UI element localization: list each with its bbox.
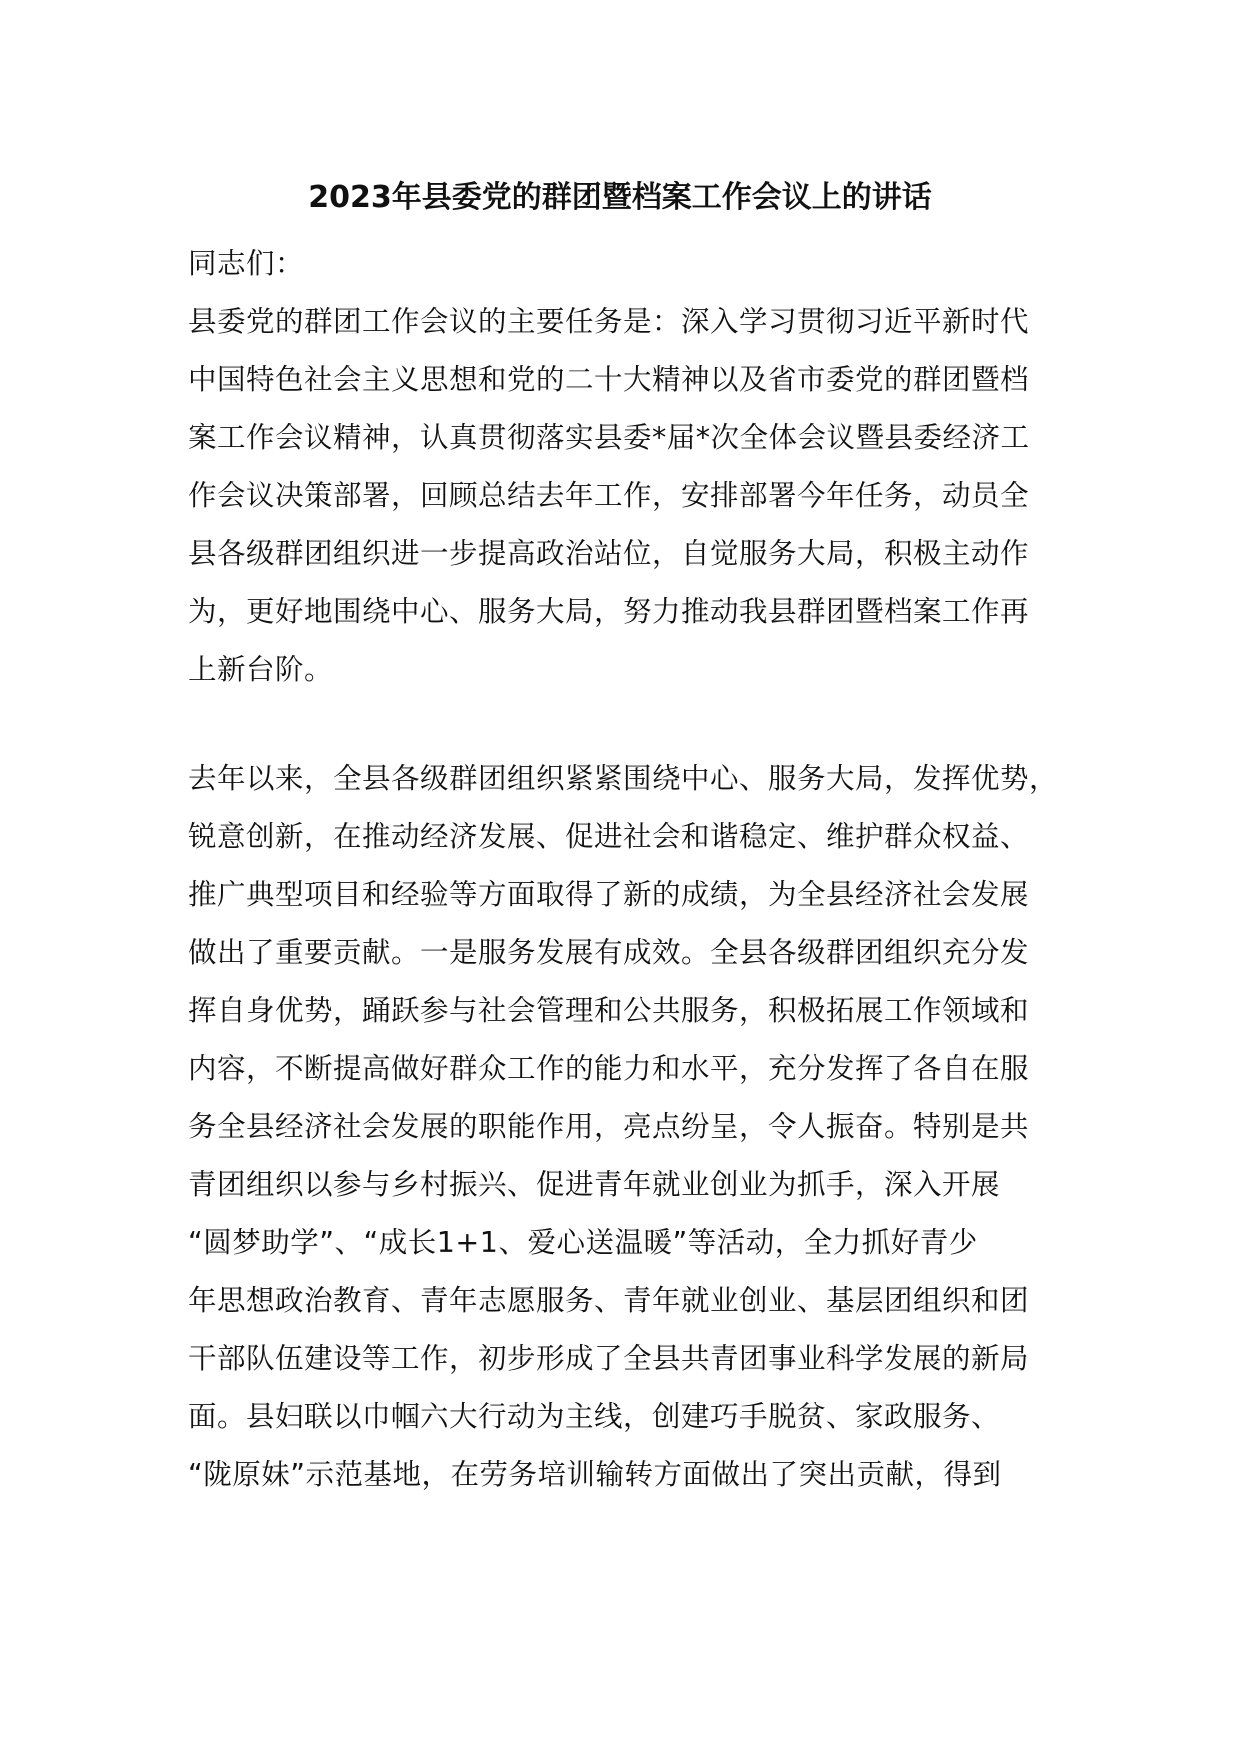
body-line: 县各级群团组织进一步提高政治站位，自觉服务大局，积极主动作 xyxy=(188,537,1030,570)
body-line: 做出了重要贡献。一是服务发展有成效。全县各级群团组织充分发 xyxy=(188,936,1030,969)
body-line: 务全县经济社会发展的职能作用，亮点纷呈，令人振奋。特别是共 xyxy=(188,1110,1030,1143)
body-line: 面。县妇联以巾帼六大行动为主线，创建巧手脱贫、家政服务、 xyxy=(188,1400,1001,1433)
body-line: 为，更好地围绕中心、服务大局，努力推动我县群团暨档案工作再 xyxy=(188,595,1030,628)
body-line: 干部队伍建设等工作，初步形成了全县共青团事业科学发展的新局 xyxy=(188,1342,1030,1375)
body-line: 作会议决策部署，回顾总结去年工作，安排部署今年任务，动员全 xyxy=(188,479,1030,512)
body-line: 锐意创新，在推动经济发展、促进社会和谐稳定、维护群众权益、 xyxy=(188,820,1030,853)
body-line: 青团组织以参与乡村振兴、促进青年就业创业为抓手，深入开展 xyxy=(188,1168,1001,1201)
body-line: 中国特色社会主义思想和党的二十大精神以及省市委党的群团暨档 xyxy=(188,363,1030,396)
body-line: 内容，不断提高做好群众工作的能力和水平，充分发挥了各自在服 xyxy=(188,1052,1030,1085)
body-line: 去年以来，全县各级群团组织紧紧围绕中心、服务大局，发挥优势， xyxy=(188,762,1059,795)
body-line: 案工作会议精神，认真贯彻落实县委*届*次全体会议暨县委经济工 xyxy=(188,421,1030,454)
body-line: “圆梦助学”、“成长1+1、爱心送温暖”等活动，全力抓好青少 xyxy=(188,1226,978,1259)
body-line: 推广典型项目和经验等方面取得了新的成绩，为全县经济社会发展 xyxy=(188,878,1030,911)
body-line: 挥自身优势，踊跃参与社会管理和公共服务，积极拓展工作领域和 xyxy=(188,994,1030,1027)
body-line: 上新台阶。 xyxy=(188,653,334,686)
body-line: 县委党的群团工作会议的主要任务是：深入学习贯彻习近平新时代 xyxy=(188,305,1030,338)
salutation-line: 同志们： xyxy=(188,247,305,280)
body-line: “陇原妹”示范基地，在劳务培训输转方面做出了突出贡献，得到 xyxy=(188,1458,1002,1491)
document-title: 2023年县委党的群团暨档案工作会议上的讲话 xyxy=(308,180,932,215)
body-line: 年思想政治教育、青年志愿服务、青年就业创业、基层团组织和团 xyxy=(188,1284,1030,1317)
